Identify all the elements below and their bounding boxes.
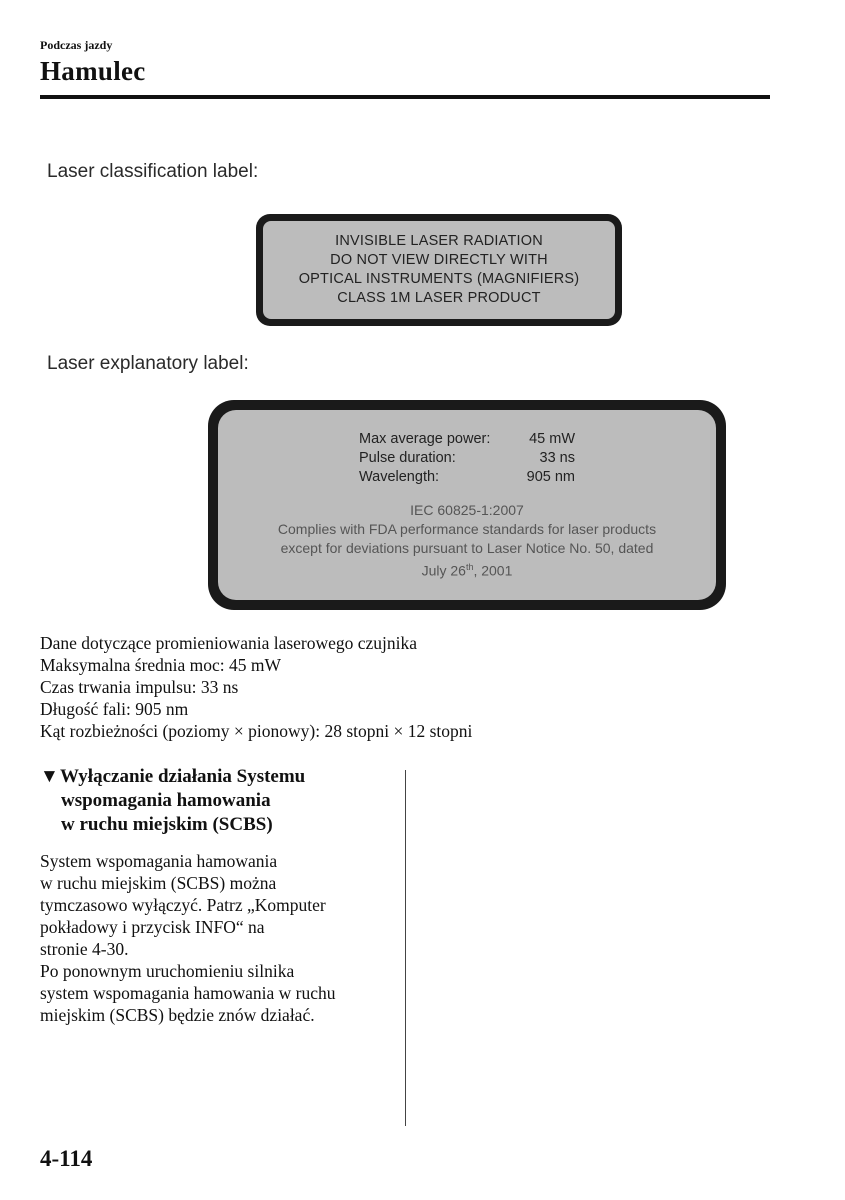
compliance-text bbox=[278, 501, 656, 581]
text-line: stronie 4-30. bbox=[40, 939, 129, 959]
text-line: Kąt rozbieżności (poziomy × pionowy): 28 stopni × 12 stopni bbox=[40, 721, 473, 741]
text-line: Maksymalna średnia moc: 45 mW bbox=[40, 655, 282, 675]
text-line: pokładowy i przycisk INFO“ na bbox=[40, 917, 265, 937]
explanatory-label-panel bbox=[218, 410, 716, 600]
compliance-date bbox=[278, 558, 656, 581]
spec-row bbox=[359, 430, 575, 449]
warning-line: INVISIBLE LASER RADIATION bbox=[335, 233, 543, 249]
explanatory-label-caption: Laser explanatory label: bbox=[47, 353, 249, 374]
heading-text: Wyłączanie działania Systemu bbox=[60, 766, 306, 787]
compliance-line: Complies with FDA performance standards for laser products bbox=[277, 521, 657, 537]
date-ordinal: th bbox=[465, 562, 474, 572]
date-suffix: , 2001 bbox=[473, 562, 513, 579]
warning-line: OPTICAL INSTRUMENTS (MAGNIFIERS) bbox=[298, 271, 580, 287]
column-divider bbox=[405, 770, 406, 1126]
warning-line: DO NOT VIEW DIRECTLY WITH bbox=[330, 252, 548, 268]
text-line: Dane dotyczące promieniowania laserowego czujnika bbox=[40, 633, 418, 653]
text-line: Długość fali: 905 nm bbox=[40, 699, 189, 719]
compliance-standard: IEC 60825-1:2007 bbox=[410, 502, 524, 518]
text-line: miejskim (SCBS) będzie znów działać. bbox=[40, 1005, 315, 1025]
heading-line: wspomagania hamowania bbox=[61, 790, 271, 811]
text-line: System wspomagania hamowania bbox=[40, 851, 278, 871]
spec-label: Wavelength: bbox=[359, 469, 440, 485]
classification-label-caption: Laser classification label: bbox=[47, 161, 259, 182]
heading-line: w ruchu miejskim (SCBS) bbox=[61, 814, 273, 835]
section-heading bbox=[40, 765, 305, 837]
spec-row bbox=[359, 468, 575, 487]
warning-line: CLASS 1M LASER PRODUCT bbox=[337, 290, 541, 306]
text-line: system wspomagania hamowania w ruchu bbox=[40, 983, 336, 1003]
text-line: tymczasowo wyłączyć. Patrz „Komputer bbox=[40, 895, 326, 915]
text-line: Po ponownym uruchomieniu silnika bbox=[40, 961, 295, 981]
page-number: 4-114 bbox=[40, 1146, 93, 1171]
laser-explanatory-label bbox=[208, 400, 726, 610]
compliance-line: except for deviations pursuant to Laser Notice No. 50, dated bbox=[280, 540, 654, 556]
classification-label-panel bbox=[263, 221, 615, 319]
spec-value: 45 mW bbox=[529, 431, 575, 447]
spec-label: Pulse duration: bbox=[359, 450, 456, 466]
text-line: Czas trwania impulsu: 33 ns bbox=[40, 677, 239, 697]
laser-data-paragraph bbox=[40, 632, 472, 742]
title-rule bbox=[40, 95, 770, 99]
date-prefix: July 26 bbox=[421, 562, 466, 579]
spec-value: 905 nm bbox=[526, 469, 575, 485]
triangle-down-icon: ▼ bbox=[40, 766, 59, 787]
section-label: Podczas jazdy bbox=[40, 38, 113, 52]
laser-spec-table bbox=[359, 430, 575, 487]
spec-label: Max average power: bbox=[359, 431, 491, 447]
spec-value: 33 ns bbox=[539, 450, 575, 466]
laser-classification-label bbox=[256, 214, 622, 326]
text-line: w ruchu miejskim (SCBS) można bbox=[40, 873, 277, 893]
page-title: Hamulec bbox=[40, 56, 146, 86]
scbs-paragraph bbox=[40, 850, 335, 1026]
spec-row bbox=[359, 449, 575, 468]
heading-line bbox=[40, 765, 305, 789]
